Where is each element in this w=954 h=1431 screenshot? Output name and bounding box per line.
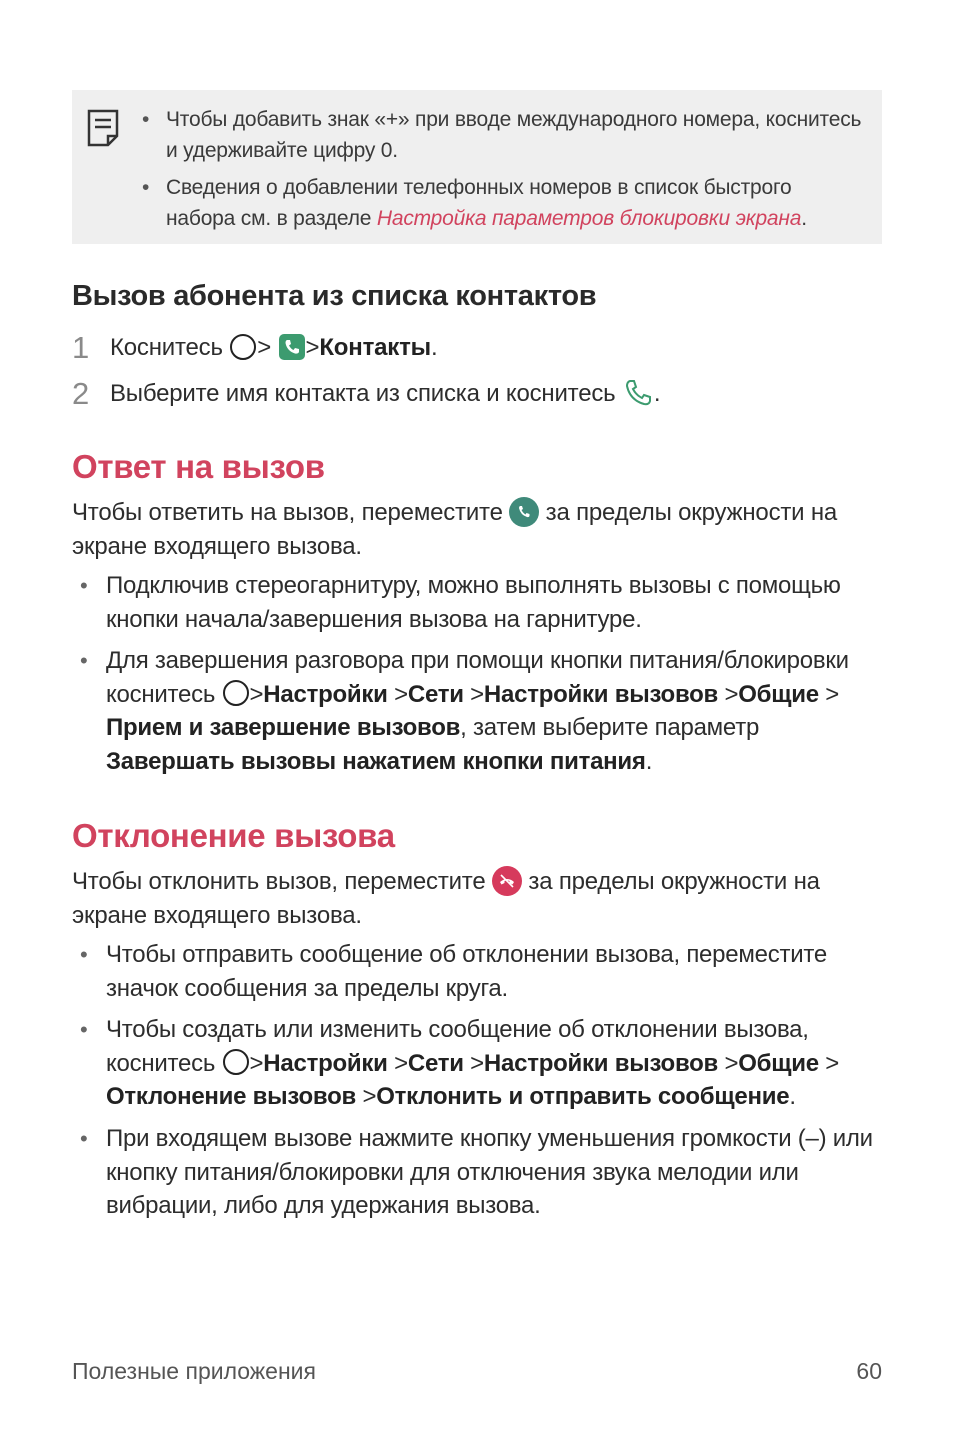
- settings-link[interactable]: Настройка параметров блокировки экрана: [376, 207, 802, 230]
- note-item: Сведения о добавлении телефонных номеров в список быстрого набора см. в разделе Настройка параметров блокировки экрана.: [166, 176, 807, 230]
- phone-app-icon: [278, 333, 306, 361]
- bullet: •: [80, 1017, 88, 1042]
- contacts-heading: Вызов абонента из списка контактов: [72, 280, 597, 312]
- bullet: •: [80, 1126, 88, 1151]
- home-circle-icon: [229, 333, 257, 361]
- step-number: 1: [72, 330, 90, 365]
- bullet: •: [80, 573, 88, 598]
- call-icon: [622, 377, 654, 409]
- decline-heading: Отклонение вызова: [72, 817, 395, 854]
- decline-bullet-3: При входящем вызове нажмите кнопку уменьшения громкости (–) или кнопку питания/блокировки для отключения звука мелодии или вибрации, либо для удержания вызова.: [106, 1125, 873, 1219]
- bullet: •: [80, 942, 88, 967]
- bullet: •: [80, 648, 88, 673]
- home-circle-icon: [222, 1048, 250, 1076]
- note-bullet: •: [142, 108, 150, 131]
- answer-bullet-1: Подключив стереогарнитуру, можно выполнять вызовы с помощью кнопки начала/завершения вызова на гарнитуре.: [106, 572, 841, 633]
- note-item: Чтобы добавить знак «+» при вводе международного номера, коснитесь и удерживайте цифру 0.: [166, 108, 862, 162]
- note-bullet: •: [142, 176, 150, 199]
- home-circle-icon: [222, 679, 250, 707]
- decline-intro: Чтобы отклонить вызов, переместите за пределы окружности на экране входящего вызова.: [72, 865, 882, 933]
- page-number: 60: [856, 1358, 882, 1384]
- decline-bullet-2: Чтобы создать или изменить сообщение об отклонении вызова, коснитесь >Настройки >Сети >Настройки вызовов >Общие > Отклонение вызовов >Отклонить и отправить сообщение.: [106, 1016, 840, 1110]
- answer-call-icon: [509, 497, 539, 527]
- step-number: 2: [72, 376, 90, 411]
- note-icon: [86, 108, 120, 148]
- decline-call-icon: [492, 866, 522, 896]
- decline-bullet-1: Чтобы отправить сообщение об отклонении вызова, переместите значок сообщения за пределы круга.: [106, 941, 827, 1002]
- answer-intro: Чтобы ответить на вызов, переместите за пределы окружности на экране входящего вызова.: [72, 496, 882, 564]
- footer-section: Полезные приложения: [72, 1358, 316, 1384]
- step-1: Коснитесь > >Контакты.: [110, 334, 438, 361]
- step-2: Выберите имя контакта из списка и коснитесь .: [110, 374, 660, 414]
- answer-bullet-2: Для завершения разговора при помощи кнопки питания/блокировки коснитесь >Настройки >Сети >Настройки вызовов >Общие > Прием и завершение вызовов, затем выберите параметр Завершать вызовы нажатием кнопки питания.: [106, 647, 849, 775]
- answer-heading: Ответ на вызов: [72, 448, 325, 485]
